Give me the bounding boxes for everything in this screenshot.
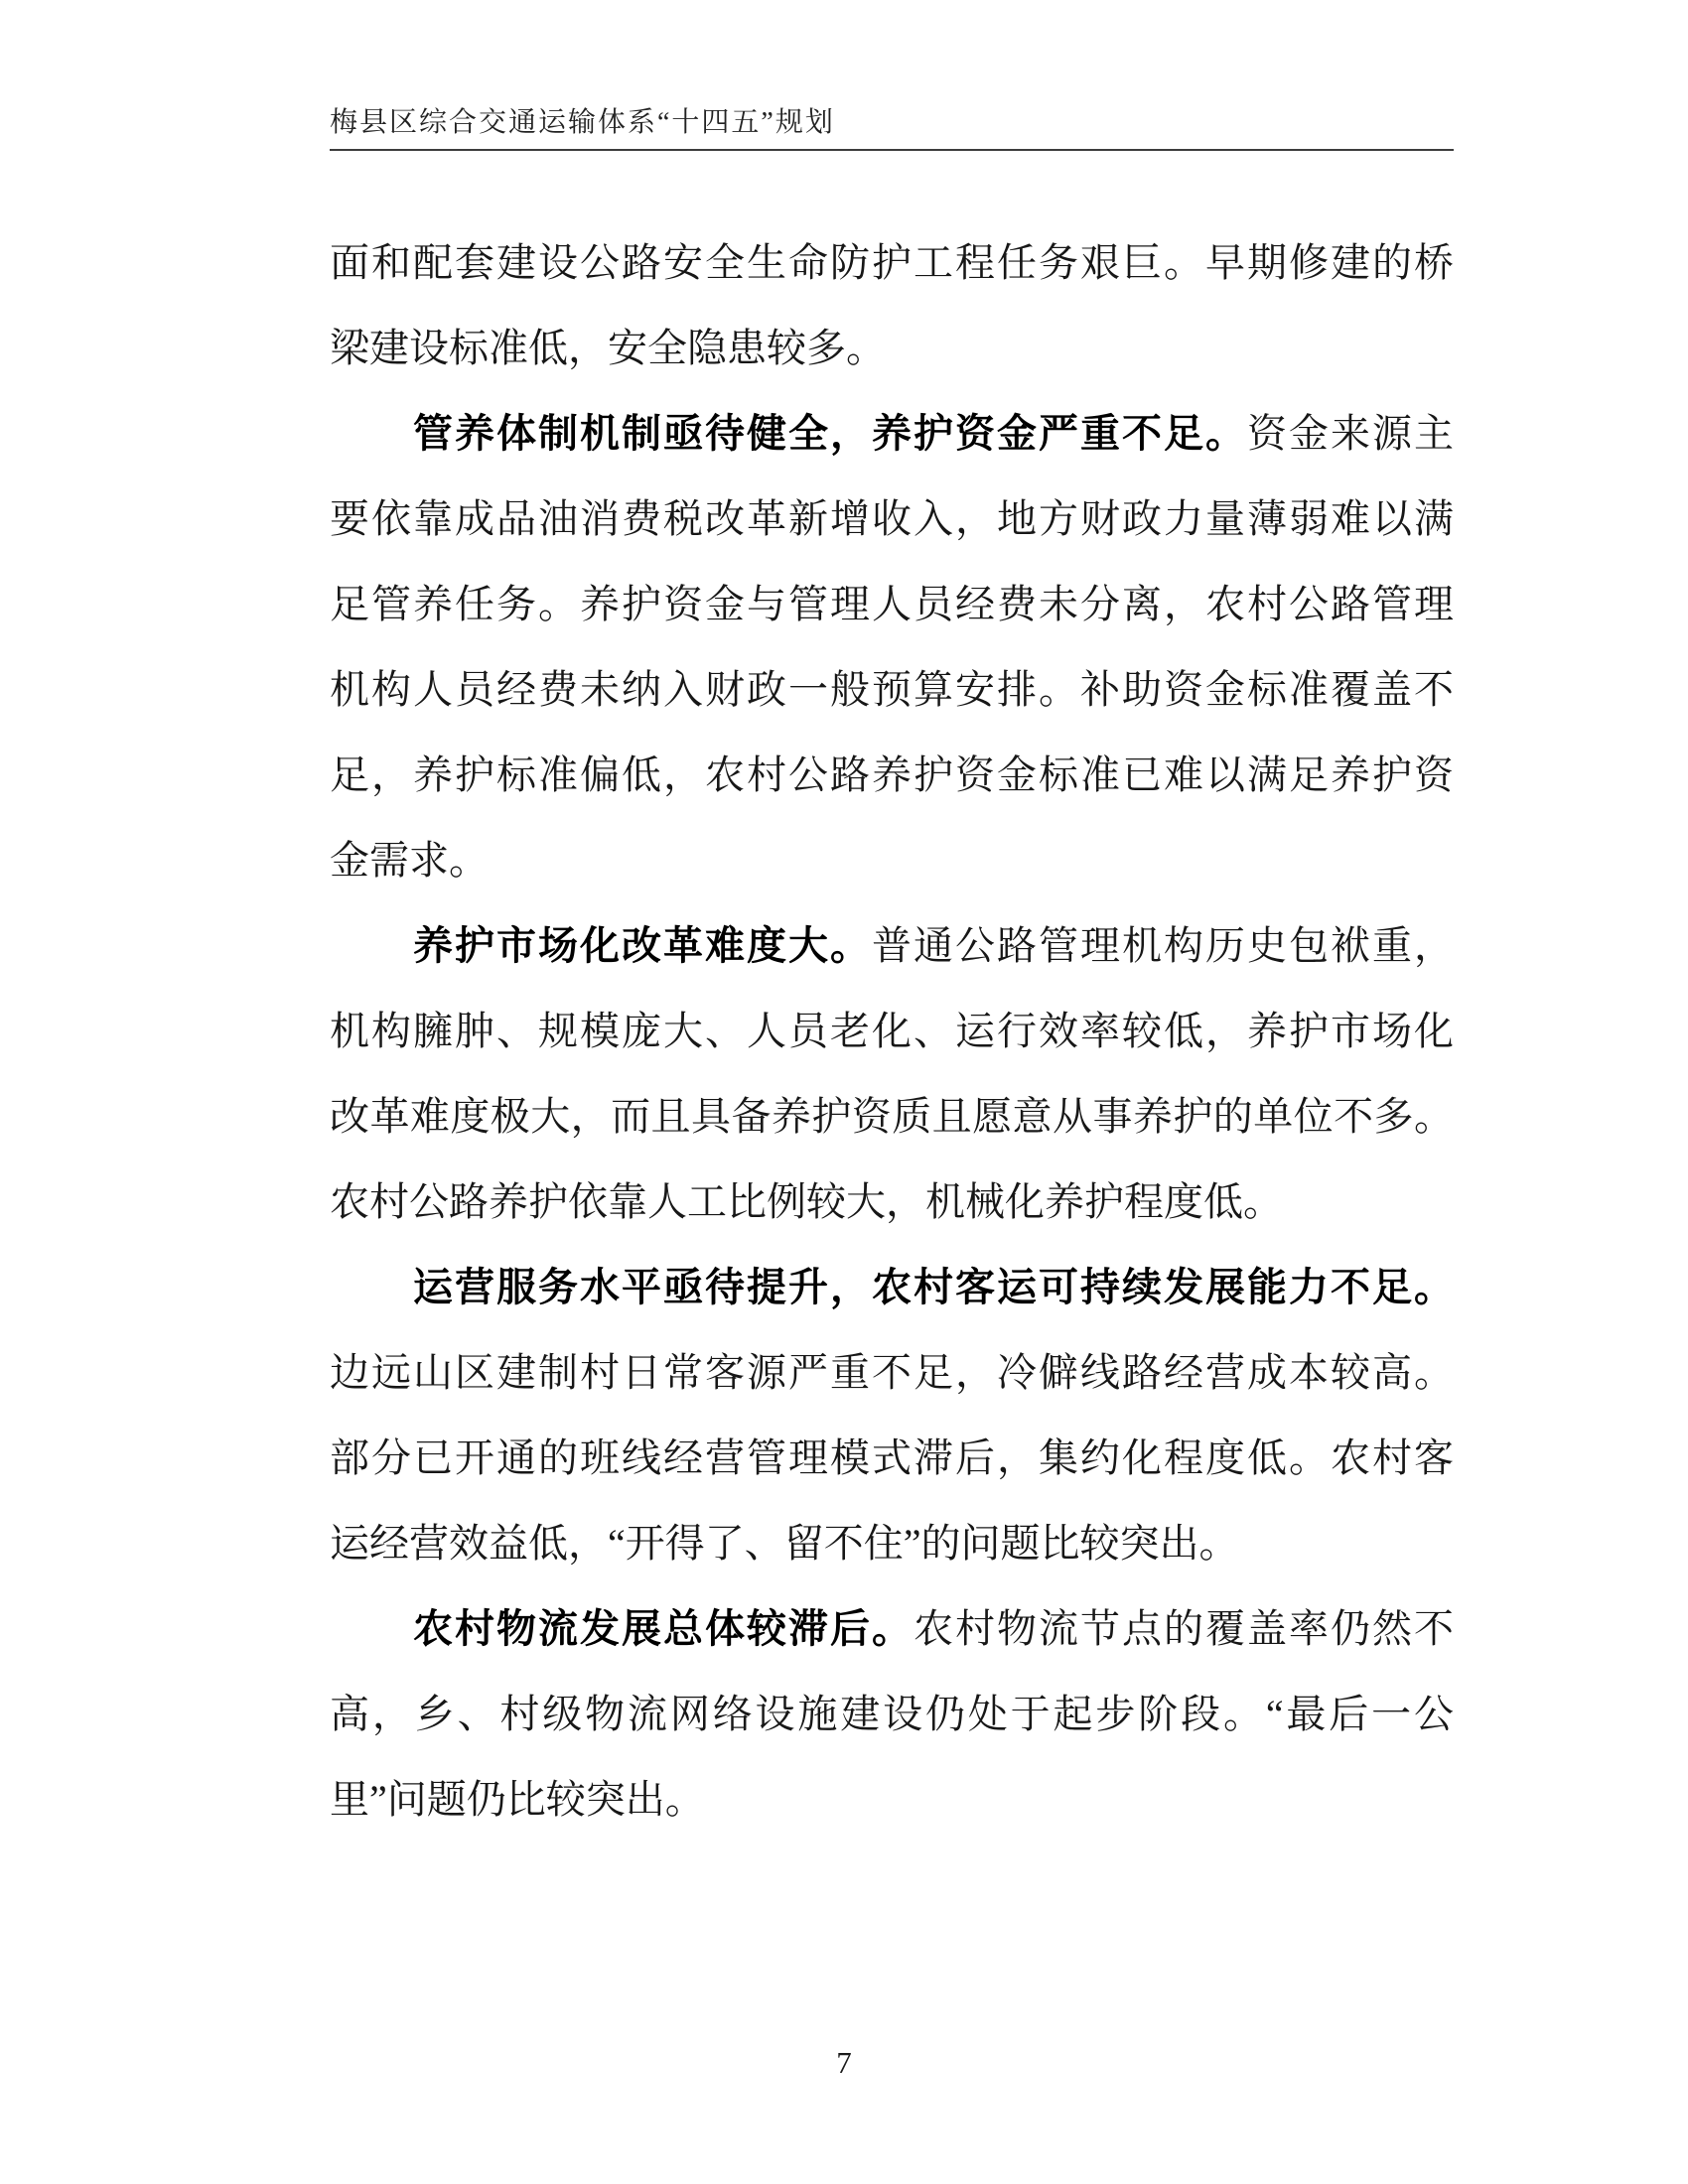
text-segment xyxy=(330,923,413,968)
page-header xyxy=(330,103,1454,143)
text-line xyxy=(330,1330,1454,1416)
text-segment: 里”问题仍比较突出。 xyxy=(330,1777,705,1822)
text-line xyxy=(330,306,1454,391)
text-segment: 要依靠成品油消费税改革新增收入，地方财政力量薄弱难以满 xyxy=(330,496,1454,541)
text-segment: 足管养任务。养护资金与管理人员经费未分离，农村公路管理 xyxy=(330,582,1454,626)
text-line xyxy=(330,733,1454,818)
bold-text-segment: 农村物流发展总体较滞后。 xyxy=(413,1606,914,1651)
bold-text-segment: 管养体制机制亟待健全，养护资金严重不足。 xyxy=(413,411,1247,456)
page-number: 7 xyxy=(836,2045,852,2080)
text-segment: 资金来源主 xyxy=(1247,411,1454,456)
bold-text-segment: 运营服务水平亟待提升，农村客运可持续发展能力不足。 xyxy=(413,1265,1454,1309)
text-segment xyxy=(330,1265,413,1309)
text-segment: 机构臃肿、规模庞大、人员老化、运行效率较低，养护市场化 xyxy=(330,1009,1454,1053)
text-line xyxy=(330,1074,1454,1160)
text-line xyxy=(330,1501,1454,1586)
text-segment: 高，乡、村级物流网络设施建设仍处于起步阶段。“最后一公 xyxy=(330,1692,1454,1736)
header-title: 梅县区综合交通运输体系“十四五”规划 xyxy=(330,107,835,138)
text-segment: 部分已开通的班线经营管理模式滞后，集约化程度低。农村客 xyxy=(330,1435,1454,1480)
text-segment: 面和配套建设公路安全生命防护工程任务艰巨。早期修建的桥 xyxy=(330,240,1454,285)
text-line xyxy=(330,1160,1454,1245)
text-segment xyxy=(330,1606,413,1651)
text-line xyxy=(330,989,1454,1074)
page-footer xyxy=(0,2043,1688,2083)
text-line xyxy=(330,1586,1454,1672)
text-line xyxy=(330,562,1454,647)
text-segment: 改革难度极大，而且具备养护资质且愿意从事养护的单位不多。 xyxy=(330,1094,1454,1139)
body-text xyxy=(330,220,1454,1843)
text-line xyxy=(330,1245,1454,1330)
text-segment: 普通公路管理机构历史包袱重， xyxy=(872,923,1454,968)
text-line xyxy=(330,1416,1454,1501)
text-line xyxy=(330,647,1454,733)
text-segment: 金需求。 xyxy=(330,838,489,883)
text-line xyxy=(330,220,1454,306)
text-segment: 农村公路养护依靠人工比例较大，机械化养护程度低。 xyxy=(330,1179,1283,1224)
text-segment: 机构人员经费未纳入财政一般预算安排。补助资金标准覆盖不 xyxy=(330,667,1454,712)
text-line xyxy=(330,903,1454,989)
text-line xyxy=(330,1672,1454,1757)
text-segment: 足，养护标准偏低，农村公路养护资金标准已难以满足养护资 xyxy=(330,752,1454,797)
header-rule xyxy=(330,149,1454,151)
text-line xyxy=(330,391,1454,477)
text-line xyxy=(330,477,1454,562)
text-segment: 梁建设标准低，安全隐患较多。 xyxy=(330,326,886,370)
text-line xyxy=(330,818,1454,903)
text-line xyxy=(330,1757,1454,1843)
text-segment: 边远山区建制村日常客源严重不足，冷僻线路经营成本较高。 xyxy=(330,1350,1454,1395)
text-segment: 运经营效益低，“开得了、留不住”的问题比较突出。 xyxy=(330,1521,1239,1566)
text-segment xyxy=(330,411,413,456)
bold-text-segment: 养护市场化改革难度大。 xyxy=(413,923,872,968)
text-segment: 农村物流节点的覆盖率仍然不 xyxy=(914,1606,1454,1651)
